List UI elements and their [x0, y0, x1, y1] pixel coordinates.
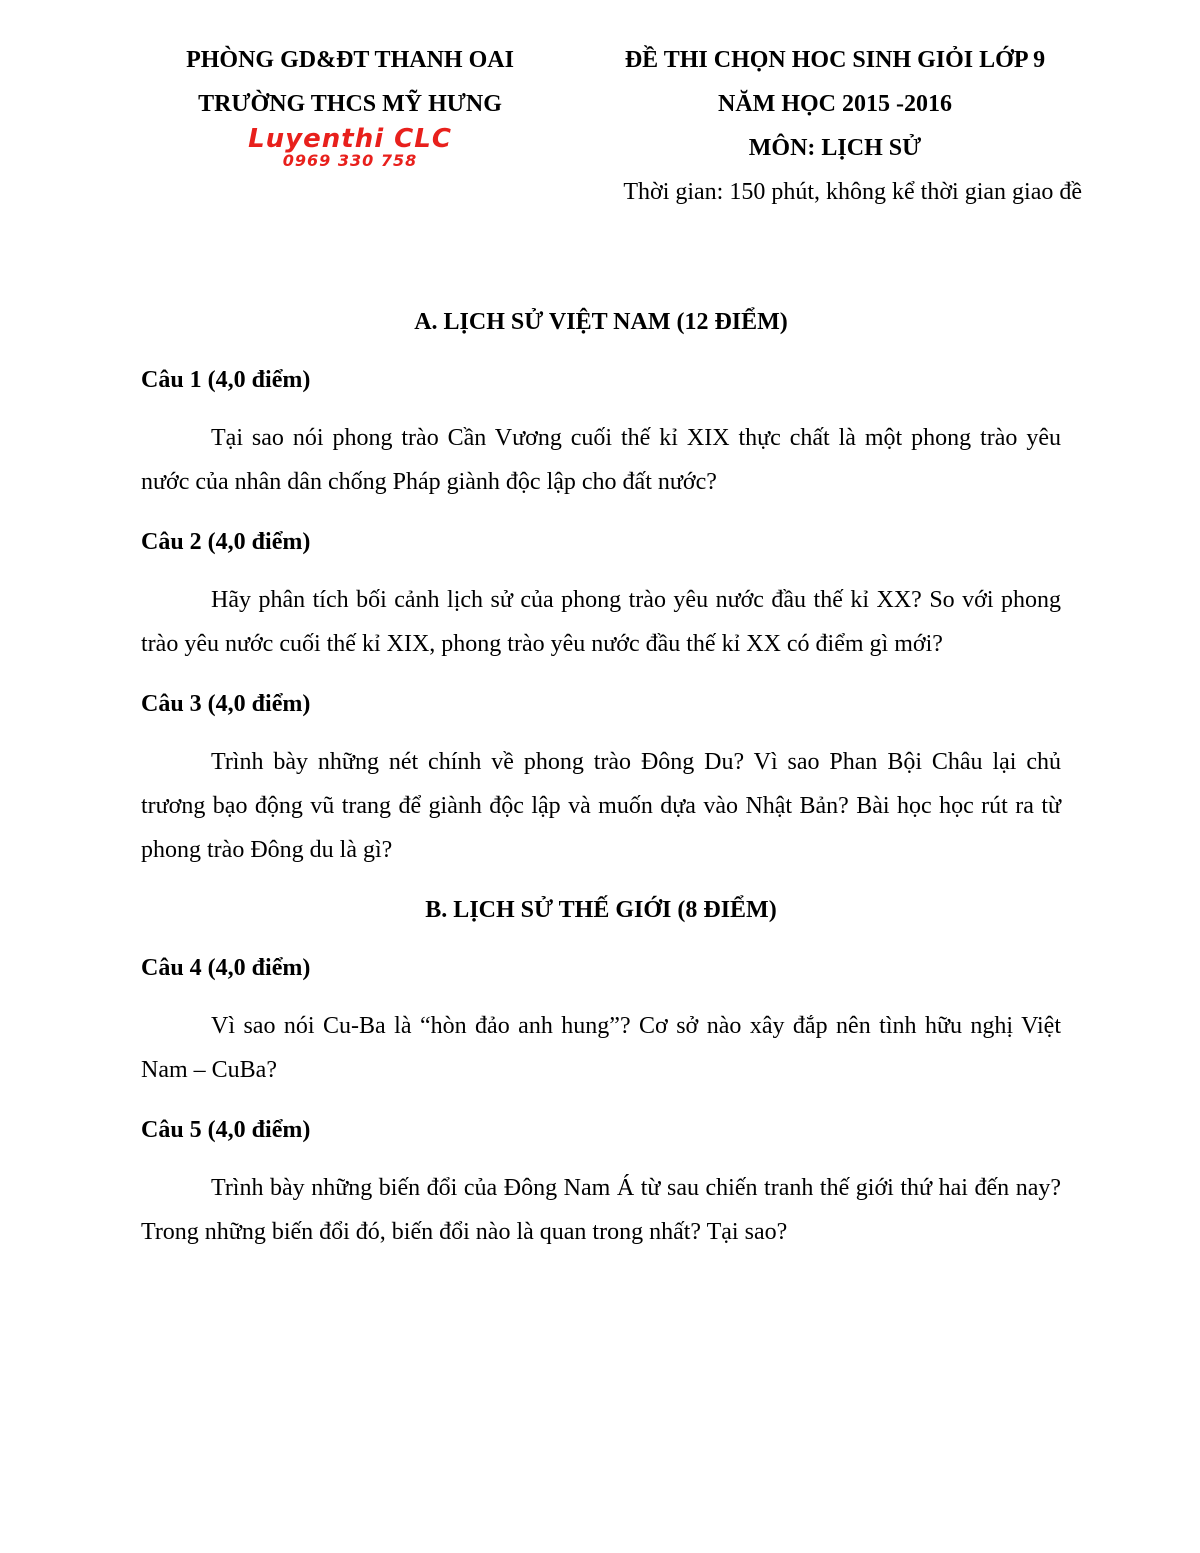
question-2-text: Hãy phân tích bối cảnh lịch sử của phong trào yêu nước đầu thế kỉ XX? So với phong trào yêu nước cuối thế kỉ XIX, phong trào yêu nước đầu thế kỉ XX có điểm gì mới?	[141, 587, 1061, 657]
school-name: TRƯỜNG THCS MỸ HƯNG	[198, 91, 502, 117]
luyenthi-logo	[248, 126, 452, 170]
question-4-text: Vì sao nói Cu-Ba là “hòn đảo anh hung”? Cơ sở nào xây đắp nên tình hữu nghị Việt Nam – CuBa?	[141, 1013, 1061, 1083]
exam-title: ĐỀ THI CHỌN HOC SINH GIỎI LỚP 9	[624, 47, 1046, 73]
question-3-label: Câu 3 (4,0 điểm)	[141, 691, 311, 717]
header-right	[560, 38, 1110, 214]
question-3-text: Trình bày những nét chính về phong trào Đông Du? Vì sao Phan Bội Châu lại chủ trương bạo động vũ trang để giành độc lập và muốn dựa vào Nhật Bản? Bài học học rút ra từ phong trào Đông du là gì?	[141, 749, 1061, 863]
time-note: Thời gian: 150 phút, không kể thời gian giao đề	[623, 179, 1082, 205]
question-2-label: Câu 2 (4,0 điểm)	[141, 529, 311, 555]
section-b-title: B. LỊCH SỬ THẾ GIỚI (8 ĐIỂM)	[425, 897, 777, 923]
exam-content	[141, 300, 1061, 1254]
subject: MÔN: LỊCH SỬ	[748, 135, 922, 161]
question-4-label: Câu 4 (4,0 điểm)	[141, 955, 311, 981]
question-1-text: Tại sao nói phong trào Cần Vương cuối thế kỉ XIX thực chất là một phong trào yêu nước của nhân dân chống Pháp giành độc lập cho đất nước?	[141, 425, 1061, 495]
logo-phone: 0969 330 758	[282, 151, 418, 170]
logo-name: Luyenthi CLC	[248, 124, 452, 154]
question-5-label: Câu 5 (4,0 điểm)	[141, 1117, 311, 1143]
header-left	[130, 38, 570, 171]
section-a-title: A. LỊCH SỬ VIỆT NAM (12 ĐIỂM)	[414, 309, 788, 335]
school-year: NĂM HỌC 2015 -2016	[718, 91, 952, 117]
department-name: PHÒNG GD&ĐT THANH OAI	[186, 47, 514, 73]
question-1-label: Câu 1 (4,0 điểm)	[141, 367, 311, 393]
question-5-text: Trình bày những biến đổi của Đông Nam Á từ sau chiến tranh thế giới thứ hai đến nay? Trong những biến đổi đó, biến đổi nào là quan trong nhất? Tại sao?	[141, 1175, 1061, 1245]
